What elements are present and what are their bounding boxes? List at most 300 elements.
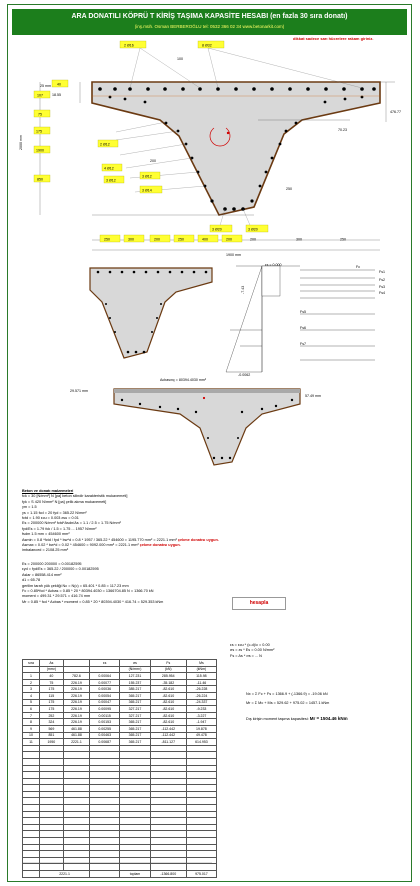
table-cell (150, 831, 186, 838)
table-cell (186, 864, 216, 871)
table-cell (90, 818, 120, 825)
rebar-table (22, 659, 217, 878)
table-cell (23, 851, 40, 858)
svg-text:-0.0062: -0.0062 (238, 373, 251, 377)
table-cell (63, 851, 89, 858)
top-input-6[interactable]: 175 (36, 129, 42, 134)
table-cell (120, 745, 150, 752)
table-cell: -82.610 (150, 712, 186, 719)
table-cell (23, 864, 40, 871)
table-cell: -26.224 (186, 692, 216, 699)
table-cell (63, 811, 89, 818)
table-cell (186, 838, 216, 845)
table-cell: 569 (40, 725, 64, 732)
table-cell (40, 831, 64, 838)
author-line: (inş.müh. Osman BERBEROĞLU tel: 0532 366 02 34 www.betonarkit.com) (134, 24, 285, 29)
table-cell (63, 772, 89, 779)
strain-section-drawing (90, 263, 385, 382)
svg-text:εs = 0.000: εs = 0.000 (265, 263, 282, 267)
table-cell: -35.182 (150, 679, 186, 686)
table-cell (186, 765, 216, 772)
svg-text:200: 200 (150, 159, 156, 163)
result-nx: Nx = Σ Fc + Fs = 1366.9 + (-1366.9) = -19.06 kN (246, 692, 328, 696)
table-cell (150, 785, 186, 792)
top-input-7[interactable]: 1900 (36, 148, 44, 153)
table-cell: 461.88 (63, 732, 89, 739)
table-cell (63, 844, 89, 851)
table-cell (186, 824, 216, 831)
table-cell (23, 772, 40, 779)
table-cell (120, 772, 150, 779)
table-cell: 175 (40, 699, 64, 706)
table-cell: 7 (23, 712, 40, 719)
page-title: ARA DONATILI KÖPRÜ T KİRİŞ TAŞIMA KAPASİTE HESABI (en fazla 30 sıra donatı) (71, 13, 348, 20)
table-cell: 11 (23, 739, 40, 746)
table-cell: 385.217 (120, 686, 150, 693)
table-cell (120, 824, 150, 831)
table-cell (150, 811, 186, 818)
table-cell: -82.610 (150, 719, 186, 726)
table-cell: 9 (23, 725, 40, 732)
svg-text:25 mm: 25 mm (40, 84, 51, 88)
svg-text:250: 250 (178, 237, 184, 242)
svg-text:2000 mm: 2000 mm (19, 135, 23, 150)
table-cell: 0.00153 (90, 719, 120, 726)
table-cell: 851 (40, 732, 64, 739)
table-cell: 40 (40, 673, 64, 680)
table-cell: 324 (40, 719, 64, 726)
table-cell (40, 844, 64, 851)
table-cell (186, 857, 216, 864)
table-cell: 10 (23, 732, 40, 739)
table-cell (23, 844, 40, 851)
table-cell: 226.19 (63, 719, 89, 726)
table-row (23, 692, 217, 699)
table-cell (63, 765, 89, 772)
table-cell (63, 745, 89, 752)
table-row (23, 851, 217, 858)
table-cell (90, 851, 120, 858)
table-row (23, 798, 217, 805)
table-cell (90, 805, 120, 812)
total-cell: -1366.800 (150, 871, 186, 878)
table-cell: 6 (23, 706, 40, 713)
table-cell (186, 818, 216, 825)
table-cell (63, 758, 89, 765)
table-row (23, 864, 217, 871)
table-cell (63, 857, 89, 864)
table-row (23, 785, 217, 792)
table-cell (40, 778, 64, 785)
table-cell (120, 785, 150, 792)
table-row (23, 831, 217, 838)
table-cell (23, 791, 40, 798)
table-cell (40, 818, 64, 825)
table-cell (186, 778, 216, 785)
table-cell: 0.00054 (90, 692, 120, 699)
table-cell (23, 818, 40, 825)
table-cell (23, 805, 40, 812)
rebar-label-2[interactable]: 4 Ø12 (104, 166, 114, 171)
capacity-label: Dış kirişin moment taşıma kapasitesi: (246, 717, 309, 721)
table-cell (23, 785, 40, 792)
table-cell: 5 (23, 699, 40, 706)
table-cell (63, 778, 89, 785)
table-cell (150, 791, 186, 798)
rebar-label-6[interactable]: 3 Ø20 (212, 227, 222, 232)
svg-text:476.77: 476.77 (390, 110, 401, 114)
svg-text:250: 250 (286, 187, 292, 191)
table-cell: 365.217 (120, 732, 150, 739)
table-cell: -9.233 (186, 706, 216, 713)
table-cell (150, 844, 186, 851)
table-cell: 365.217 (120, 739, 150, 746)
table-row (23, 838, 217, 845)
table-cell (150, 818, 186, 825)
table-cell: 365.217 (120, 699, 150, 706)
table-row (23, 844, 217, 851)
svg-text:300: 300 (128, 237, 134, 242)
table-cell (186, 758, 216, 765)
table-cell: 0.00047 (90, 699, 120, 706)
table-cell (120, 758, 150, 765)
table-cell (90, 758, 120, 765)
table-cell (90, 857, 120, 864)
table-cell (23, 778, 40, 785)
table-cell: 0.00036 (90, 686, 120, 693)
table-cell: -82.610 (150, 706, 186, 713)
table-cell (150, 778, 186, 785)
table-cell: -24.337 (186, 699, 216, 706)
table-cell: 0.00463 (90, 732, 120, 739)
table-row (23, 857, 217, 864)
table-cell: 175 (40, 706, 64, 713)
total-cell (90, 871, 120, 878)
table-cell (23, 838, 40, 845)
table-cell (150, 851, 186, 858)
table-cell: 226.19 (63, 686, 89, 693)
table-cell: 3 (23, 686, 40, 693)
table-cell (40, 785, 64, 792)
table-cell (40, 798, 64, 805)
svg-text:Fs2: Fs2 (379, 278, 385, 282)
table-row (23, 673, 217, 680)
hesapla-button[interactable]: hesapla (232, 597, 286, 610)
table-units-row: (mm²) (N/mm²) (kN) (kNm) (23, 666, 217, 673)
table-cell (186, 844, 216, 851)
table-cell (150, 745, 186, 752)
table-cell (90, 765, 120, 772)
table-cell: -112.442 (150, 732, 186, 739)
table-cell (40, 864, 64, 871)
table-cell: 2 (23, 679, 40, 686)
table-cell (23, 798, 40, 805)
svg-text:-7.43: -7.43 (241, 285, 245, 294)
table-row (23, 765, 217, 772)
svg-text:Fc: Fc (356, 265, 360, 269)
table-cell (90, 844, 120, 851)
table-cell (90, 791, 120, 798)
result-mr: Mr = Σ Mc + Ms = 529.62 + 975.02 = 1457.1 kNm (246, 701, 330, 705)
table-cell (186, 798, 216, 805)
table-cell (120, 811, 150, 818)
table-cell: 327.217 (120, 712, 150, 719)
table-row (23, 686, 217, 693)
table-cell: 175 (40, 686, 64, 693)
table-cell (150, 798, 186, 805)
table-cell (120, 798, 150, 805)
table-cell: 614.953 (186, 739, 216, 746)
table-row (23, 824, 217, 831)
table-cell (63, 838, 89, 845)
table-totals-row (23, 871, 217, 878)
table-cell (40, 857, 64, 864)
table-cell: 155.237 (120, 679, 150, 686)
table-cell (40, 791, 64, 798)
total-cell: toplam (120, 871, 150, 878)
table-cell: 365.217 (120, 692, 150, 699)
status-ok-1: çekme donatısı uygun. (177, 537, 219, 542)
table-cell (63, 831, 89, 838)
svg-text:Fs3: Fs3 (379, 285, 385, 289)
svg-text:400: 400 (202, 237, 208, 242)
table-cell: 115 (40, 692, 64, 699)
table-cell (90, 831, 120, 838)
table-cell (120, 805, 150, 812)
table-cell: -11.46 (186, 679, 216, 686)
table-cell: 1950 (40, 739, 64, 746)
table-row (23, 778, 217, 785)
svg-text:200: 200 (226, 237, 232, 242)
rebar-label-7[interactable]: 3 Ø20 (248, 227, 258, 232)
table-cell: 19.878 (186, 725, 216, 732)
table-cell: 8 (23, 719, 40, 726)
table-cell: 115.98 (186, 673, 216, 680)
table-cell (186, 785, 216, 792)
table-cell (120, 765, 150, 772)
table-cell (23, 758, 40, 765)
table-cell (40, 765, 64, 772)
svg-text:Fs7: Fs7 (300, 342, 306, 346)
table-cell: 1 (23, 673, 40, 680)
table-cell (90, 811, 120, 818)
table-cell (23, 765, 40, 772)
table-cell: -82.610 (150, 692, 186, 699)
rebar-label-3[interactable]: 3 Ø12 (106, 178, 116, 183)
table-cell (120, 844, 150, 851)
table-cell (90, 824, 120, 831)
table-cell: 75 (40, 679, 64, 686)
table-row (23, 772, 217, 779)
table-cell (63, 798, 89, 805)
svg-text:Fs1: Fs1 (379, 270, 385, 274)
table-cell (40, 838, 64, 845)
table-cell (150, 765, 186, 772)
table-cell (120, 778, 150, 785)
table-body (23, 673, 217, 877)
table-cell (150, 752, 186, 759)
table-cell: 226.19 (63, 679, 89, 686)
table-cell: 0.00115 (90, 712, 120, 719)
table-row (23, 818, 217, 825)
table-cell (40, 824, 64, 831)
table-cell: 327.217 (120, 706, 150, 713)
table-cell: -82.610 (150, 686, 186, 693)
svg-text:29.571 mm: 29.571 mm (70, 389, 88, 393)
table-cell (186, 831, 216, 838)
top-input-5[interactable]: 75 (38, 112, 42, 117)
input-warning: dikkat sadece sarı hücrelere rakam giriniz. (293, 36, 374, 41)
table-cell: 4 (23, 692, 40, 699)
table-row (23, 719, 217, 726)
table-cell (23, 811, 40, 818)
table-cell (186, 791, 216, 798)
table-cell: 226.19 (63, 706, 89, 713)
table-cell (23, 752, 40, 759)
rebar-label-4[interactable]: 3 Ø12 (142, 174, 152, 179)
svg-text:250: 250 (104, 237, 110, 242)
table-cell: 252 (40, 712, 64, 719)
table-cell (63, 785, 89, 792)
total-cell: 975.017 (186, 871, 216, 878)
table-cell (186, 811, 216, 818)
top-input-2[interactable]: 8 Ø32 (202, 43, 212, 48)
table-cell (63, 824, 89, 831)
table-cell (90, 778, 120, 785)
svg-text:200: 200 (154, 237, 160, 242)
table-cell (150, 758, 186, 765)
table-row (23, 732, 217, 739)
svg-text:70.23: 70.23 (338, 128, 347, 132)
table-cell (90, 838, 120, 845)
table-cell (63, 805, 89, 812)
table-cell (40, 811, 64, 818)
total-cell (23, 871, 40, 878)
bottom-input-boxes[interactable] (100, 235, 346, 242)
table-row (23, 791, 217, 798)
table-cell (23, 857, 40, 864)
table-cell (90, 798, 120, 805)
table-cell: 365.217 (120, 725, 150, 732)
table-cell: -3.227 (186, 712, 216, 719)
compression-section-drawing (70, 389, 321, 465)
table-row (23, 739, 217, 746)
table-cell (23, 831, 40, 838)
table-cell: 0.00095 (90, 706, 120, 713)
table-cell (40, 758, 64, 765)
results-block (246, 690, 348, 724)
table-row (23, 699, 217, 706)
table-cell: -82.610 (150, 699, 186, 706)
table-cell (150, 772, 186, 779)
table-cell (186, 851, 216, 858)
table-row (23, 706, 217, 713)
top-input-8[interactable]: 850 (37, 177, 43, 182)
table-cell (63, 791, 89, 798)
table-cell: 0.00255 (90, 725, 120, 732)
calc-heading: Beton ve donatı malzemeleri (22, 489, 74, 493)
table-cell (120, 791, 150, 798)
table-cell: -112.442 (150, 725, 186, 732)
table-cell (150, 857, 186, 864)
table-row (23, 679, 217, 686)
table-cell (150, 805, 186, 812)
table-cell: 226.19 (63, 692, 89, 699)
table-cell (63, 752, 89, 759)
table-cell (63, 864, 89, 871)
top-input-1[interactable]: 2 Ø16 (124, 43, 134, 48)
table-cell: 461.88 (63, 725, 89, 732)
table-cell: -26.228 (186, 686, 216, 693)
table-row (23, 758, 217, 765)
capacity-value: Mr = 1504.46 kNm (309, 716, 348, 721)
top-input-4[interactable]: 107 (37, 93, 43, 98)
svg-text:1900 mm: 1900 mm (226, 253, 241, 257)
table-cell: 0.00687 (90, 739, 120, 746)
table-cell (120, 864, 150, 871)
rebar-label-1[interactable]: 2 Ø12 (100, 142, 110, 147)
table-cell (120, 818, 150, 825)
table-cell (150, 824, 186, 831)
svg-text:200: 200 (250, 237, 256, 242)
table-cell (186, 752, 216, 759)
table-cell (90, 745, 120, 752)
table-cell: 0.00064 (90, 673, 120, 680)
table-cell (90, 772, 120, 779)
compression-area-label: Acbasınç = 80394.4030 mm² (160, 378, 207, 382)
rebar-label-5[interactable]: 3 Ø14 (142, 188, 152, 193)
table-row (23, 712, 217, 719)
svg-text:Fs4: Fs4 (379, 291, 385, 295)
table-row (23, 725, 217, 732)
table-cell (90, 752, 120, 759)
table-cell (40, 772, 64, 779)
table-cell (120, 838, 150, 845)
table-cell (23, 745, 40, 752)
table-cell: 365.217 (120, 719, 150, 726)
table-cell (186, 772, 216, 779)
table-cell: 285.954 (150, 673, 186, 680)
main-section-drawing (19, 41, 401, 257)
svg-text:57.49 mm: 57.49 mm (305, 394, 321, 398)
table-cell (120, 851, 150, 858)
table-row (23, 752, 217, 759)
table-cell (40, 752, 64, 759)
table-cell (150, 838, 186, 845)
table-cell: 49.478 (186, 732, 216, 739)
calculation-block: Beton ve donatı malzemeleri fck = 30 [N/mm²] N [pa] beton silindir karakteristik mukavemeti] fyk = S 420 N/mm² N [pa] çelik akma mukavemeti] γm = 1.5 γs = 1.15 fcd = 20 fyd = 365.22 N/mm² fctd = 1.90 εcu = 0.003 εsu = 0.01 Es = 200000 N/mm² fctd*Asdn/As = 1.1 / 2.5 = 1.75 N/mm² fyd/Es = 1.79 fck / 1.5 = 1.75 ... 1957 N/mm² fsdm 1.5 mm = 454600 mm² Asmin = 0.8 *fctd / fyd * bw*d = 0.8 * 1957 / 365.22 * 454600 = 1195.770 mm² = 2221.1 mm² çekme donatısı uygun. Asmax = 0.02 * bw*d = 0.02 * 454600 = 9092.000 mm² = 2221.1 mm² çekme donatısı uygun. imbalanced = 2108.25 mm² Es = 200000 200000 = 0.00182595 εyd = fyd/Es = 365.22 / 200000 = 0.00182595 Aslar = 86558.414 mm² d1 = 65.78 gerilim tarafı yük çekliği Nc = N(c) = 65.401 * 0.85 = 117.23 mm Fc = 0.85*fcd * Acbas = 0.85 * 20 * 80394.4030 = 1366704.85 N = 1366.70 kN moment = 499.31 * 29.571 = 416.74 mm Mr = 0.85 * fcd * Acbas * moment = 0.85 * 20 * 80394.4030 * 416.74 = 529.353 kNm (22, 489, 272, 605)
table-cell: 226.19 (63, 699, 89, 706)
top-input-3[interactable]: 40 (57, 82, 61, 87)
table-cell (63, 818, 89, 825)
svg-text:300: 300 (296, 237, 302, 242)
svg-text:Fs5: Fs5 (300, 310, 306, 314)
table-cell: 0.00077 (90, 679, 120, 686)
table-cell (40, 851, 64, 858)
table-cell (90, 864, 120, 871)
table-cell (120, 752, 150, 759)
total-cell: 2221.1 (40, 871, 90, 878)
status-ok-2: çekme donatısı uygun. (139, 543, 181, 548)
table-row (23, 805, 217, 812)
svg-text:100: 100 (177, 57, 183, 61)
table-header-row: sıra As εs σs Fs Ms (23, 660, 217, 667)
svg-text:Fs6: Fs6 (300, 326, 306, 330)
table-row (23, 745, 217, 752)
table-cell (40, 745, 64, 752)
strain-formulas: εs = εcu * (c-d)/c = 0.00 σs = εs * Es = 0.00 N/mm² Fs = As * σs = ... N (230, 643, 275, 658)
table-row (23, 811, 217, 818)
